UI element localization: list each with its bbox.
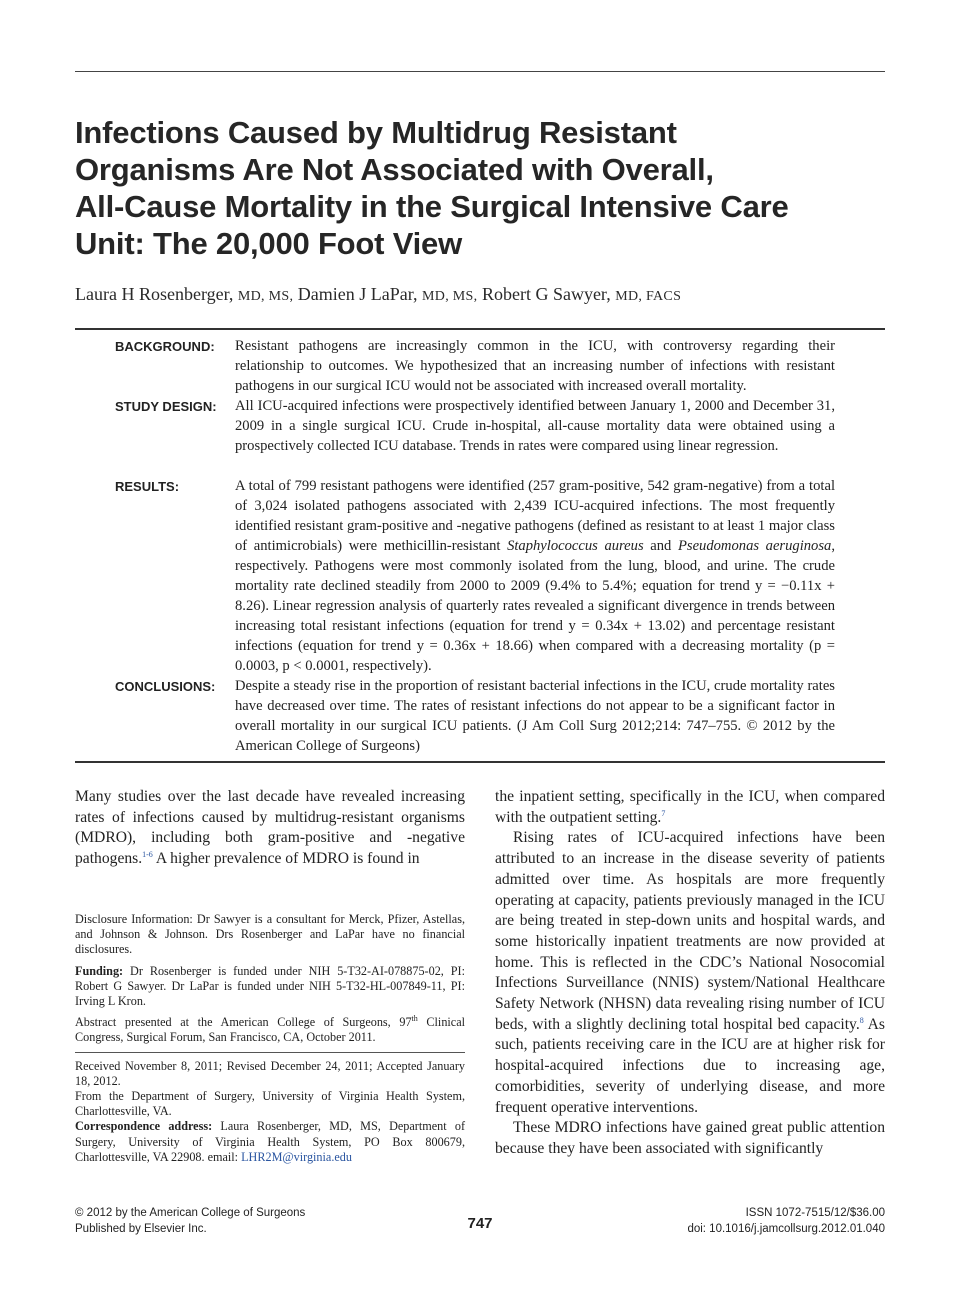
results-text-part: A total of 799 resistant pathogens were identified (257 gram-positive, 542 gram-negative) from a total of 3,024 isolated pathogens associated with 2,439 ICU-acquired infections. The most frequently identified resistant gram-positive and -negative pathogens (defined as resistant to at least 1 major class of antimicrobials) were methicillin-resistant — [235, 478, 835, 554]
left-column — [75, 787, 465, 870]
results-text — [235, 476, 835, 676]
presentation-text: Clinical Congress, Surgical Forum, San Francisco, CA, October 2011. — [75, 1015, 465, 1045]
publisher-text: Published by Elsevier Inc. — [75, 1222, 207, 1235]
correspondence-text: Laura Rosenberger, MD, MS, Department of Surgery, University of Virginia Health System, PO Box 800679, Charlottesville, VA 22908. email: — [75, 1119, 465, 1164]
footnotes — [75, 912, 465, 1171]
paragraph-text: As such, patients receiving care in the ICU are at higher risk for hospital-acquired infections due to increasing age, comorbidities, severity of underlying disease, and more frequent operative interventions. — [495, 1015, 885, 1116]
abstract-rule-top — [75, 328, 885, 330]
author-degrees: MD, MS, — [422, 289, 478, 304]
reference-link[interactable]: 8 — [859, 1015, 864, 1025]
author-degrees: MD, MS, — [237, 289, 294, 304]
author-list — [75, 284, 681, 305]
copyright-text: © 2012 by the American College of Surgeons — [75, 1207, 306, 1219]
funding-text: Dr Rosenberger is funded under NIH 5-T32-AI-078875-02, PI: Robert G Sawyer. Dr LaPar is funded under NIH 5-T32-HL-007849-11, PI: Irving L Kron. — [75, 963, 465, 1009]
affiliation-note: From the Department of Surgery, University of Virginia Health System, Charlottesville, VA. — [75, 1089, 465, 1119]
study-design-text: All ICU-acquired infections were prospectively identified between January 1, 2000 and December 31, 2009 in a single surgical ICU. Crude in-hospital, all-cause mortality data were obtained using a prospectively collected ICU database. Trends in rates were compared using linear regression. — [235, 398, 835, 454]
reference-link[interactable]: 1-6 — [142, 849, 153, 859]
background-text: Resistant pathogens are increasingly common in the ICU, with controversy regarding their relationship to outcomes. We hypothesized that an increasing number of infections with resistant pathogens in our surgical ICU would not be associated with increased overall mortality. — [235, 338, 835, 394]
author-degrees: MD, FACS — [615, 289, 682, 304]
funding-label: Funding: — [75, 963, 124, 978]
intro-paragraph — [75, 787, 465, 870]
author-name: Laura H Rosenberger, — [75, 284, 234, 304]
presentation-text: Abstract presented at the American College of Surgeons, 97 — [75, 1015, 412, 1030]
footer-right — [687, 1206, 885, 1237]
funding-note — [75, 964, 465, 1010]
background-label: BACKGROUND: — [115, 339, 215, 354]
correspondence-label: Correspondence address: — [75, 1119, 213, 1134]
right-column — [495, 787, 885, 1160]
intro-text: Many studies over the last decade have revealed increasing rates of infections caused by multidrug-resistant organisms (MDRO), including both gram-positive and -negative pathogens. — [75, 788, 465, 868]
correspondence-note — [75, 1119, 465, 1165]
organism-name: Staphylococcus aureus — [507, 538, 644, 554]
abstract-rule-bottom — [75, 761, 885, 763]
ordinal-sup: th — [411, 1014, 418, 1024]
issn-text: ISSN 1072-7515/12/$36.00 — [745, 1207, 885, 1219]
body-paragraph: These MDRO infections have gained great public attention because they have been associated with significantly — [495, 1119, 885, 1157]
paragraph-text: the inpatient setting, specifically in the ICU, when compared with the outpatient setting. — [495, 788, 885, 826]
email-link[interactable]: LHR2M@virginia.edu — [241, 1149, 352, 1164]
reference-link[interactable]: 7 — [661, 808, 666, 818]
footnote-divider — [75, 1052, 465, 1053]
top-rule — [75, 71, 885, 72]
author-name: Damien J LaPar, — [297, 284, 418, 304]
article-title: Infections Caused by Multidrug Resistant Organisms Are Not Associated with Overall, All-Cause Mortality in the Surgical Intensive Care Unit: The 20,000 Foot View — [75, 115, 789, 261]
page-number: 747 — [467, 1215, 493, 1232]
results-text-part: and — [643, 538, 678, 554]
presentation-note — [75, 1015, 465, 1045]
received-note: Received November 8, 2011; Revised December 24, 2011; Accepted January 18, 2012. — [75, 1058, 465, 1088]
body-paragraph — [495, 828, 885, 1118]
doi-text[interactable]: doi: 10.1016/j.jamcollsurg.2012.01.040 — [687, 1222, 885, 1235]
results-label: RESULTS: — [115, 479, 180, 494]
organism-name: Pseudomonas aeruginosa — [677, 538, 832, 554]
disclosure-note: Disclosure Information: Dr Sawyer is a consultant for Merck, Pfizer, Astellas, and Johnson & Johnson. Drs Rosenberger and LaPar have no financial disclosures. — [75, 912, 465, 957]
intro-text: A higher prevalence of MDRO is found in — [152, 850, 420, 868]
results-text-part: , respectively. Pathogens were most commonly isolated from the lung, blood, and urine. The crude mortality rate declined steadily from 2000 to 2009 (9.4% to 5.4%; equation for trend y = −0.11x + 8.26). Linear regression analysis of quarterly rates revealed a significant divergence in trends between increasing total resistant infections (equation for trend y = 0.34x + 13.02) and percentage resistant infections (equation for trend y = 0.36x + 18.66) when compared with a decreasing mortality (p = 0.0003, p < 0.0001, respectively). — [235, 538, 835, 674]
body-paragraph — [495, 787, 885, 828]
conclusions-text: Despite a steady rise in the proportion of resistant bacterial infections in the ICU, crude mortality rates have decreased over time. The rates of resistant infections do not appear to be a significant factor in overall mortality in our surgical ICU patients. (J Am Coll Surg 2012;214: 747–755. © 2012 by the American College of Surgeons) — [235, 678, 835, 754]
conclusions-label: CONCLUSIONS: — [115, 679, 216, 694]
author-name: Robert G Sawyer, — [481, 284, 611, 304]
study-design-label: STUDY DESIGN: — [115, 399, 217, 414]
paragraph-text: Rising rates of ICU-acquired infections have been attributed to an increase in the disease severity of patients admitted over time. As hospitals are more frequently operating at capacity, patients previously managed in the ICU are being treated in step-down units and hospital wards, and some historically inpatient treatments are now provided at home. This is reflected in the CDC’s National Nosocomial Infections Surveillance (NNIS) system/National Healthcare Safety Network (NHSN) data revealing rising number of ICU beds, with a slightly declining total hospital bed capacity. — [495, 829, 885, 1033]
